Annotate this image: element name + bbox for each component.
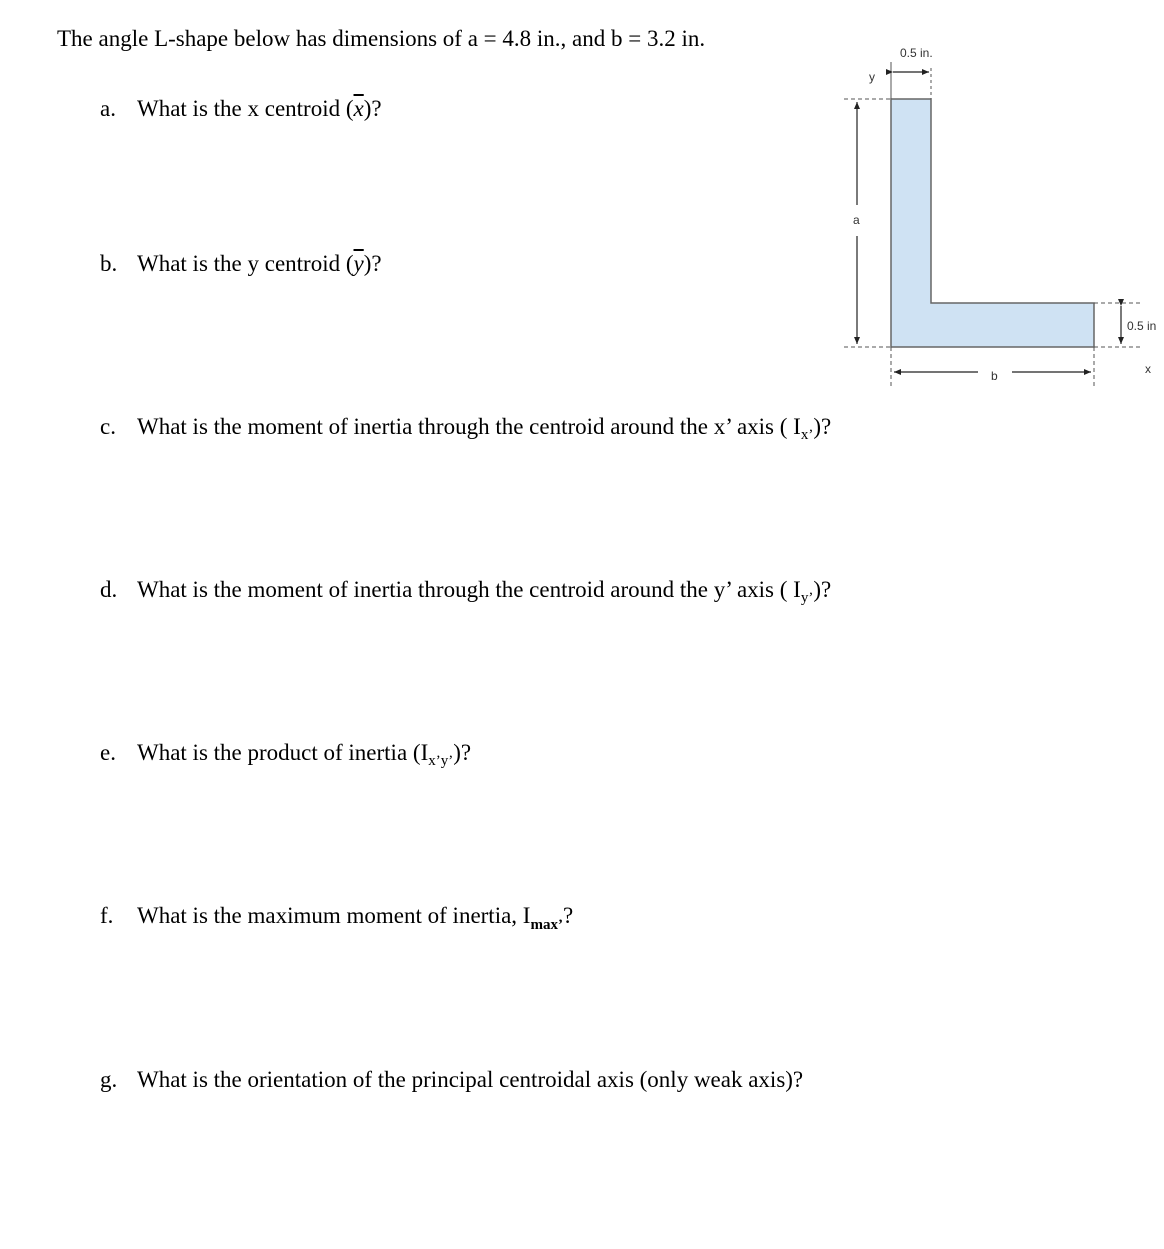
question-letter: f.: [100, 903, 114, 928]
question-suffix: )?: [363, 96, 382, 121]
question-g: [100, 1067, 803, 1093]
question-letter: g.: [100, 1067, 118, 1092]
subscript: max’: [530, 917, 563, 933]
question-f: [100, 903, 573, 934]
question-text: What is the y centroid (: [137, 251, 354, 276]
question-suffix: )?: [453, 740, 472, 765]
question-suffix: )?: [813, 577, 832, 602]
l-shape: [891, 99, 1094, 347]
top-thickness-label: 0.5 in.: [900, 46, 933, 60]
question-text: What is the moment of inertia through the centroid around the y’ axis ( I: [137, 577, 801, 602]
question-suffix: ?: [562, 903, 574, 928]
question-text: What is the orientation of the principal centroidal axis (only weak axis)?: [137, 1067, 804, 1092]
subscript: x’y’: [428, 753, 454, 769]
b-dimension-label: b: [991, 369, 998, 383]
a-dimension-label: a: [853, 213, 860, 227]
question-suffix: )?: [363, 251, 382, 276]
question-letter: b.: [100, 251, 118, 276]
question-text: What is the product of inertia (I: [137, 740, 429, 765]
question-letter: c.: [100, 414, 116, 439]
problem-intro: The angle L-shape below has dimensions of a = 4.8 in., and b = 3.2 in.: [57, 26, 706, 51]
subscript: x’: [800, 427, 814, 443]
question-text: What is the moment of inertia through the centroid around the x’ axis ( I: [137, 414, 801, 439]
question-text: What is the maximum moment of inertia, I: [137, 903, 531, 928]
y-bar-symbol: $\overline{y}$: [353, 251, 364, 276]
question-d: [100, 577, 831, 607]
x-axis-label: x: [1145, 362, 1151, 376]
subscript: y’: [800, 590, 814, 606]
l-shape-diagram: [0, 0, 1164, 420]
x-bar-symbol: $\overline{x}$: [353, 96, 364, 121]
question-suffix: )?: [813, 414, 832, 439]
question-letter: a.: [100, 96, 116, 121]
question-letter: e.: [100, 740, 116, 765]
right-thickness-label: 0.5 in: [1127, 319, 1157, 333]
question-text: What is the x centroid (: [137, 96, 354, 121]
question-e: [100, 740, 471, 770]
y-axis-label: y: [869, 70, 875, 84]
question-letter: d.: [100, 577, 118, 602]
